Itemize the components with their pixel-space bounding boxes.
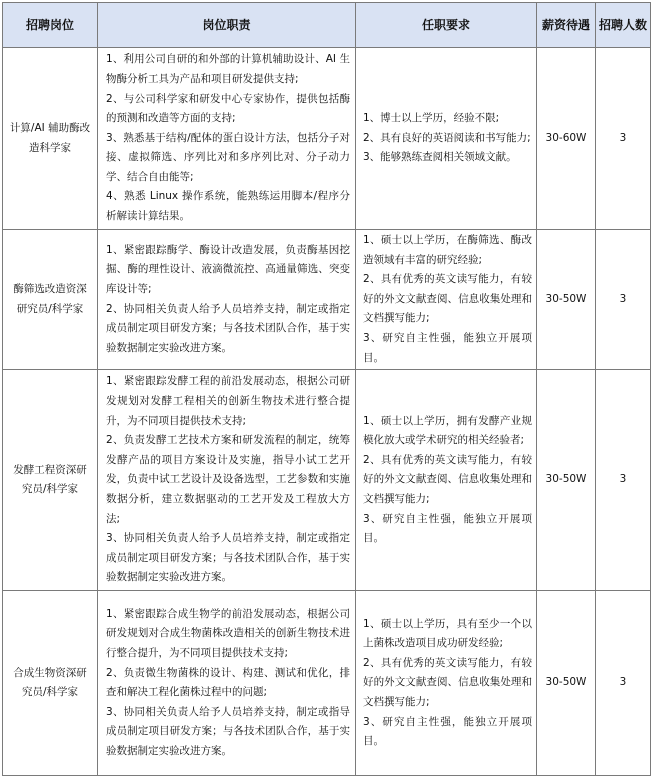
header-position: 招聘岗位 (3, 3, 98, 48)
header-duties: 岗位职责 (98, 3, 356, 48)
duty-item: 1、紧密跟踪合成生物学的前沿发展动态，根据公司研发规划对合成生物菌株改造相关的创新生物技术进行整合提升，为不同项目提供技术支持; (106, 607, 350, 659)
duty-item: 3、协同相关负责人给予人员培养支持，制定或指定成员制定项目研发方案；与各技术团队合作，基于实验数据制定实验改进方案。 (106, 532, 350, 584)
requirement-item: 1、硕士以上学历，在酶筛选、酶改造领域有丰富的研究经验; (363, 234, 532, 266)
requirement-item: 2、具有优秀的英文读写能力，有较好的外文文献查阅、信息收集处理和文档撰写能力; (363, 656, 532, 708)
duty-item: 2、与公司科学家和研发中心专家协作，提供包括酶的预测和改造等方面的支持; (106, 92, 350, 125)
position-cell: 酶筛选改造资深研究员/科学家 (3, 230, 98, 370)
duty-item: 4、熟悉 Linux 操作系统，能熟练运用脚本/程序分析解读计算结果。 (106, 190, 350, 223)
duties-cell (98, 591, 356, 776)
requirement-item: 3、研究自主性强，能独立开展项目。 (363, 512, 532, 545)
requirement-item: 2、具有优秀的英文读写能力，有较好的外文文献查阅、信息收集处理和文档撰写能力; (363, 273, 532, 325)
header-count: 招聘人数 (596, 3, 651, 48)
count-cell: 3 (596, 48, 651, 230)
header-requirements: 任职要求 (356, 3, 537, 48)
duty-item: 3、熟悉基于结构/配体的蛋白设计方法，包括分子对接、虚拟筛选、序列比对和多序列比对、分子动力学、结合自由能等; (106, 131, 350, 183)
table-row (3, 591, 651, 776)
requirement-item: 1、博士以上学历，经验不限; (363, 112, 500, 125)
count-cell: 3 (596, 370, 651, 591)
requirement-item: 3、研究自主性强，能独立开展项目。 (363, 331, 532, 364)
count-cell: 3 (596, 591, 651, 776)
requirements-cell (356, 230, 537, 370)
duty-item: 2、负责微生物菌株的设计、构建、测试和优化，排查和解决工程化菌株过程中的问题; (106, 666, 350, 699)
position-cell: 发酵工程资深研究员/科学家 (3, 370, 98, 591)
salary-cell: 30-50W (537, 230, 596, 370)
duty-item: 2、负责发酵工艺技术方案和研发流程的制定，统筹发酵产品的项目方案设计及实施，指导小试工艺开发，负责中试工艺设计及设备选型，工艺参数和实施数据分析，建立数据驱动的工艺开发及工程放大方法; (106, 434, 350, 525)
table-row (3, 370, 651, 591)
duties-cell (98, 370, 356, 591)
salary-cell: 30-50W (537, 591, 596, 776)
salary-cell: 30-60W (537, 48, 596, 230)
requirements-cell (356, 591, 537, 776)
duty-item: 2、协同相关负责人给予人员培养支持，制定或指定成员制定项目研发方案；与各技术团队合作，基于实验数据制定实验改进方案。 (106, 302, 350, 354)
salary-cell: 30-50W (537, 370, 596, 591)
duty-item: 1、紧密跟踪发酵工程的前沿发展动态，根据公司研发规划对发酵工程相关的创新生物技术进行整合提升，为不同项目提供技术支持; (106, 375, 350, 427)
table-row (3, 230, 651, 370)
requirement-item: 1、硕士以上学历，具有至少一个以上菌株改造项目成功研发经验; (363, 617, 532, 650)
requirements-cell (356, 48, 537, 230)
requirements-cell (356, 370, 537, 591)
requirement-item: 3、能够熟练查阅相关领域文献。 (363, 151, 517, 164)
requirement-item: 3、研究自主性强，能独立开展项目。 (363, 715, 532, 748)
duties-cell (98, 230, 356, 370)
requirement-item: 2、具有良好的英语阅读和书写能力; (363, 131, 531, 144)
duty-item: 3、协同相关负责人给予人员培养支持，制定或指导成员制定项目研发方案；与各技术团队合作，基于实验数据制定实验改进方案。 (106, 705, 350, 757)
duties-cell (98, 48, 356, 230)
requirement-item: 1、硕士以上学历，拥有发酵产业规模化放大或学术研究的相关经验者; (363, 414, 532, 447)
count-cell: 3 (596, 230, 651, 370)
recruitment-table-container (2, 2, 651, 776)
position-cell: 计算/AI 辅助酶改造科学家 (3, 48, 98, 230)
duty-item: 1、利用公司自研的和外部的计算机辅助设计、AI 生物酶分析工具为产品和项目研发提供支持; (106, 53, 350, 85)
recruitment-table (2, 2, 651, 776)
header-salary: 薪资待遇 (537, 3, 596, 48)
position-cell: 合成生物资深研究员/科学家 (3, 591, 98, 776)
duty-item: 1、紧密跟踪酶学、酶设计改造发展，负责酶基因挖掘、酶的理性设计、液滴微流控、高通量筛选、突变库设计等; (106, 243, 350, 295)
requirement-item: 2、具有优秀的英文读写能力，有较好的外文文献查阅、信息收集处理和文档撰写能力; (363, 453, 532, 505)
header-row (3, 3, 651, 48)
table-row (3, 48, 651, 230)
